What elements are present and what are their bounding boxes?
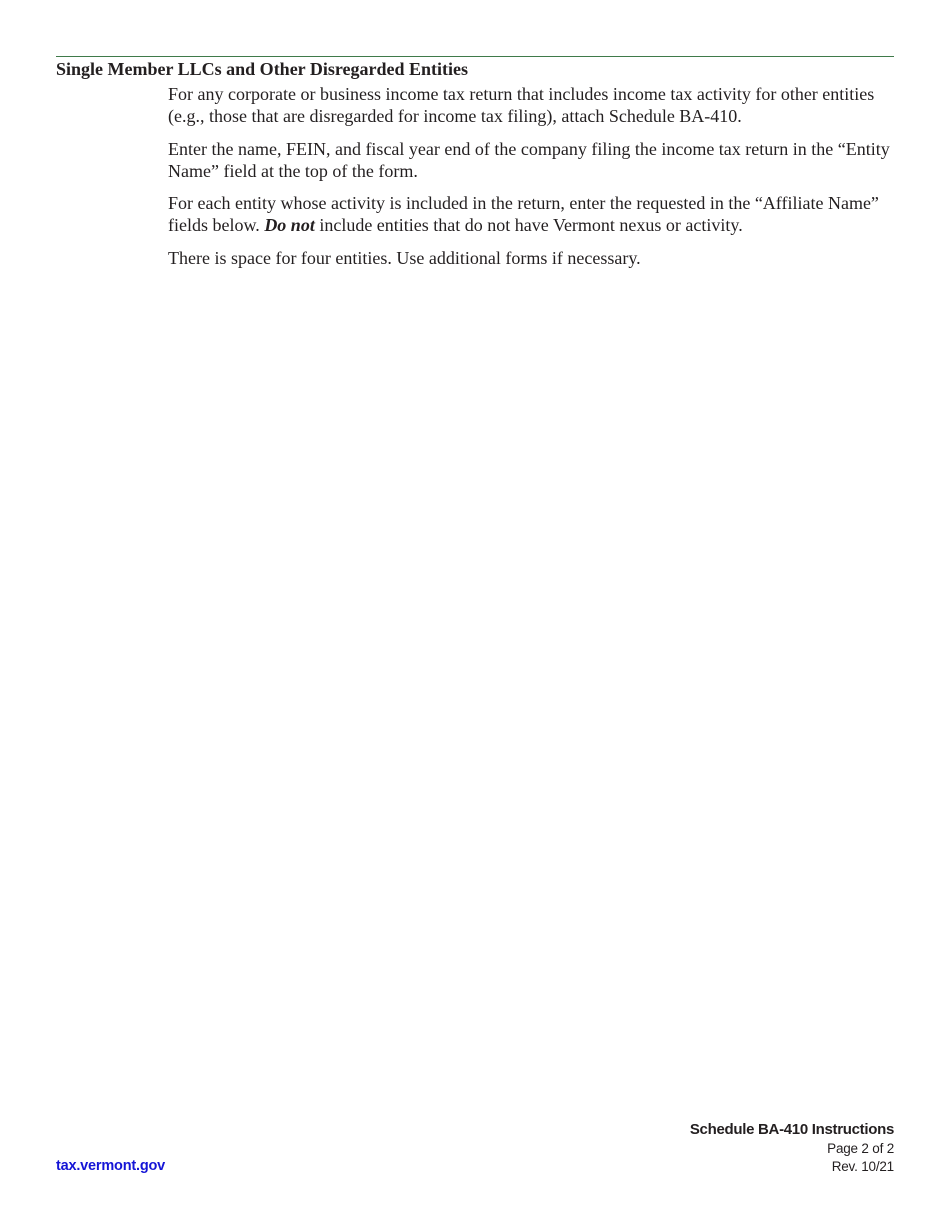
footer-page-number: Page 2 of 2 (827, 1141, 894, 1156)
paragraph-affiliate-text-before: For each entity whose activity is included in the return, enter the requested in the “Affiliate Name” fields below. (168, 193, 879, 235)
paragraph-affiliate-name (168, 192, 896, 236)
footer-form-info (690, 1120, 894, 1176)
section-heading: Single Member LLCs and Other Disregarded Entities (56, 59, 469, 79)
paragraph-affiliate-text-after: include entities that do not have Vermont nexus or activity. (314, 215, 743, 235)
footer-form-title: Schedule BA-410 Instructions (689, 1121, 894, 1138)
header-divider (56, 56, 894, 57)
instructions-body (168, 83, 896, 279)
footer-revision: Rev. 10/21 (831, 1159, 894, 1174)
paragraph-space-note: There is space for four entities. Use additional forms if necessary. (168, 247, 641, 268)
website-link[interactable]: tax.vermont.gov (56, 1158, 165, 1174)
do-not-emphasis: Do not (264, 215, 315, 235)
paragraph-attach-schedule: For any corporate or business income tax return that includes income tax activity for other entities (e.g., those that are disregarded for income tax filing), attach Schedule BA-410. (168, 84, 875, 126)
paragraph-entity-name: Enter the name, FEIN, and fiscal year end of the company filing the income tax return in the “Entity Name” field at the top of the form. (168, 138, 890, 181)
